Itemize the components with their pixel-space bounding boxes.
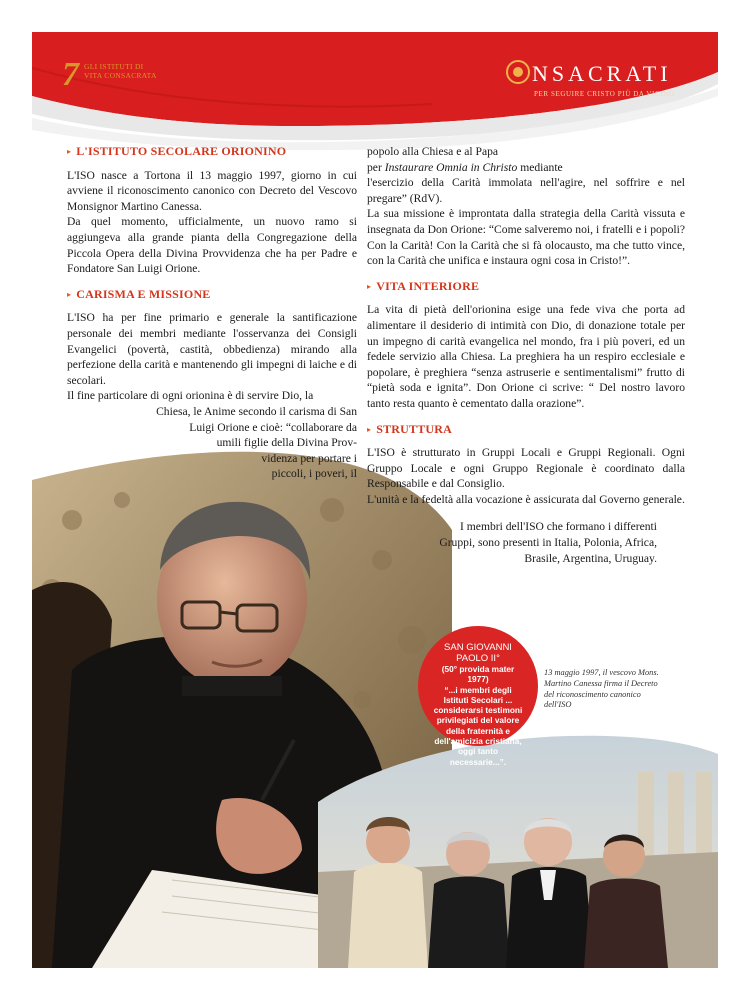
heading-istituto: ▸ L'ISTITUTO SECOLARE ORIONINO: [67, 144, 287, 158]
bullet-icon: ▸: [67, 289, 72, 299]
quote-bubble: SAN GIOVANNI PAOLO II° (50° provida mater 1977) “...i membri degli Istituti Secolari ... considerarsi testimoni privilegiati del valore della fraternità e dell'amicizia cristiana, oggi tanto necessarie...”.: [418, 626, 538, 746]
paragraph: L'ISO nasce a Tortona il 13 maggio 1997, giorno in cui avviene il riconoscimento canonico con Decreto del Vescovo Monsignor Martino Canessa.: [67, 168, 357, 213]
paragraph-line: videnza per portare i: [261, 451, 357, 465]
photo-group-members: [318, 732, 718, 968]
brand-logo: NSACRATI: [506, 60, 672, 87]
paragraph: La vita di pietà dell'orionina esige una fede viva che porta ad alimentare il desiderio di intimità con Dio, di donazione totale per un impegno di carità evangelica nel mondo, fra i più poveri, ed un fedele servizio alla Chiesa. La preghiera ha un respiro ecclesiale e popolare, è preghiera “senza astruserie e sentimentalismi” frutto di “pietà soda e ignita”. Don Orione ci scrive: “ Del nostro lavoro tanto resta quanto è cementato dalla orazione”.: [367, 303, 685, 410]
paragraph: L'unità e la fedeltà alla vocazione è assicurata dal Governo generale.: [367, 492, 685, 506]
paragraph: Il fine particolare di ogni orionina è di servire Dio, la: [67, 389, 314, 403]
brand-o-icon: [506, 60, 530, 84]
paragraph-line: Luigi Orione e cioè: “collaborare da: [189, 420, 357, 434]
paragraph-line: umili figlie della Divina Prov-: [216, 436, 357, 450]
paragraph-line: piccoli, i poveri, il: [271, 467, 357, 481]
paragraph-line: Gruppi, sono presenti in Italia, Polonia, Africa,: [439, 536, 657, 550]
right-column: [367, 144, 685, 566]
left-column: [67, 144, 357, 482]
section-label: GLI ISTITUTI DI VITA CONSACRATA: [84, 62, 157, 80]
bullet-icon: ▸: [367, 281, 372, 291]
paragraph: l'esercizio della Carità immolata nell'agire, nel soffrire e nel pregare” (RdV).: [367, 176, 685, 205]
photo-caption: 13 maggio 1997, il vescovo Mons. Martino Canessa firma il Decreto del riconoscimento canonico dell'ISO: [544, 668, 659, 710]
paragraph-line: per Instaurare Omnia in Christo mediante: [367, 160, 563, 174]
paragraph-line: Brasile, Argentina, Uruguay.: [524, 551, 657, 565]
magazine-page: [32, 32, 718, 968]
paragraph: La sua missione è improntata dalla strategia della Carità vissuta e insegnata da Don Orione: “Come salveremo noi, i fratelli e i popoli? Con la Carità! Con la Carità che si fà olocausto, ma che tutto vince, con la Carità che unifica e instaura ogni cosa in Cristo!”.: [367, 207, 685, 268]
bullet-icon: ▸: [367, 424, 372, 434]
paragraph: L'ISO è strutturato in Gruppi Locali e Gruppi Regionali. Ogni Gruppo Locale e ogni Gruppo Regionale è coordinato dalla Responsabile e dal Consiglio.: [367, 446, 685, 491]
heading-vita-interiore: ▸ VITA INTERIORE: [367, 278, 480, 293]
heading-carisma: ▸ CARISMA E MISSIONE: [67, 286, 211, 301]
paragraph-line: I membri dell'ISO che formano i differenti: [460, 520, 657, 534]
paragraph-line: popolo alla Chiesa e al Papa: [367, 145, 499, 158]
paragraph: L'ISO ha per fine primario e generale la santificazione personale dei membri mediante l'osservanza dei Consigli Evangelici (povertà, castità, obbedienza) mirando alla perfezione della carità e mantenendo gli impegni di laiche e di secolari.: [67, 311, 357, 387]
paragraph: Da quel momento, ufficialmente, un nuovo ramo si aggiungeva alla grande pianta della Congregazione della Piccola Opera della Divina Provvidenza che ha per Padre e Fondatore San Luigi Orione.: [67, 215, 357, 276]
paragraph-line: Chiesa, le Anime secondo il carisma di San: [156, 404, 357, 418]
brand-tagline: PER SEGUIRE CRISTO PIÙ DA VICINO: [534, 90, 675, 98]
heading-struttura: ▸ STRUTTURA: [367, 421, 453, 436]
bullet-icon: ▸: [67, 147, 72, 156]
page-number: 7: [62, 56, 79, 93]
